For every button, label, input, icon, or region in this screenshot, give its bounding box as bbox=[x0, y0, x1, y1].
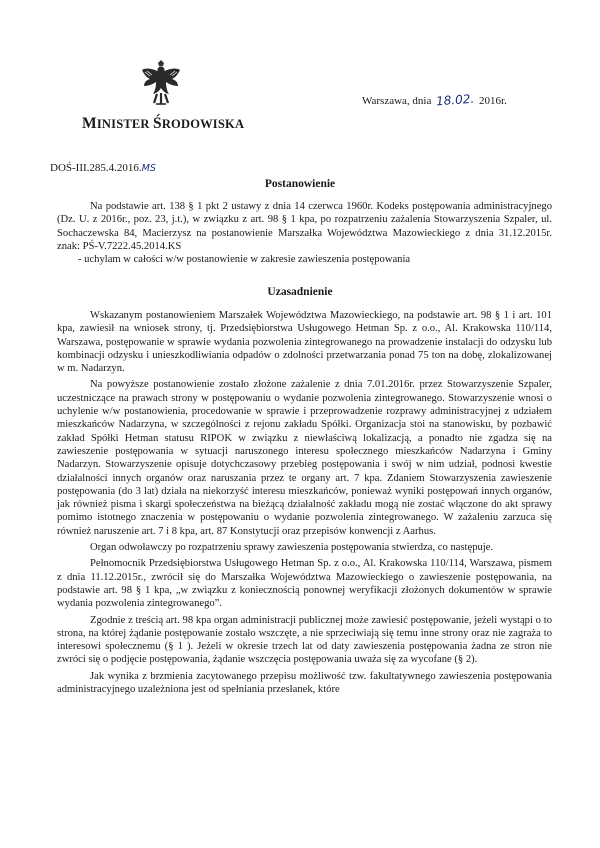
justification-paragraph: Zgodnie z treścią art. 98 kpa organ administracji publicznej może zawiesić postępowanie, jeżeli wystąpi o to strona, na której żądanie postępowanie zostało wszczęte, a nie sprzeciwiają się temu inne strony oraz nie zagraża to interesowi społecznemu (§ 1 ). Jeżeli w okresie trzech lat od daty zawieszenia postępowania żadna ze stron nie zwróci się o podjęcie postępowania, żądanie wszczęcia postępowania uważa się za wycofane (§ 2). bbox=[57, 614, 552, 666]
reference-number: DOŚ-III.285.4.2016.MS bbox=[50, 162, 156, 174]
justification-title: Uzasadnienie bbox=[267, 286, 333, 298]
decision-line: - uchylam w całości w/w postanowienie w zakresie zawieszenia postępowania bbox=[78, 254, 411, 265]
ministry-title: MINISTER ŚRODOWISKA bbox=[82, 115, 245, 132]
handwritten-date: 18.02. bbox=[435, 91, 475, 109]
justification-body bbox=[57, 309, 552, 696]
intro-paragraph: Na podstawie art. 138 § 1 pkt 2 ustawy z dnia 14 czerwca 1960r. Kodeks postępowania administracyjnego (Dz. U. z 2016r., poz. 23, j.t.), w związku z art. 98 § 1 kpa, po rozpatrzeniu zażalenia Stowarzyszenia Szpaler, ul. Sochaczewska 84, Macierzysz na postanowienie Marszałka Województwa Mazowieckiego z dnia 31.12.2015r. znak: PŚ-V.7222.45.2014.KS bbox=[57, 201, 552, 252]
document-date: Warszawa, dnia 18.02. 2016r. bbox=[362, 91, 507, 109]
polish-eagle-emblem-icon bbox=[141, 60, 181, 106]
justification-paragraph: Na powyższe postanowienie zostało złożone zażalenie z dnia 7.01.2016r. przez Stowarzyszenie Szpaler, uczestniczące na prawach strony w postępowaniu o wydanie pozwolenia zintegrowanego. Stowarzyszenie wnosi o uchylenie w/w postanowienia, procedowanie w sprawie i przeprowadzenie rozprawy administracyjnej z udziałem mieszkańców Nadarzyna, w szczególności z rejonu zakładu Spółki. Organizacja stoi na stanowisku, by pozbawić zakład Spółki Hetman statusu RIPOK w związku z niewłaściwą lokalizacją, a ponadto nie zgadza się na zawieszenie postępowania w sytuacji naruszonego interesu społecznego mieszkańców Nadarzyna i Gminy Nadarzyn. Stowarzyszenie opisuje dotychczasowy przebieg postępowania i swój w nim udział, podnosi kwestie działalności innych organów oraz naruszania przez te organy art. 7 kpa. Zdaniem Stowarzyszenia zawieszenie postępowania (do 3 lat) działa na niekorzyść interesu mieszkańców, ponieważ wyniki postępowań innych organów, jak również pisma i skargi społeczeństwa na bieżącą działalność zakładu mogą nie zostać włączone do akt sprawy pomimo istotnego znaczenia w postępowaniu o wydanie pozwolenia zintegrowanego. W zażaleniu zarzuca się również naruszenie art. 7 i 8 kpa, art. 87 Konstytucji oraz przepisów konwencji z Aarhus. bbox=[57, 379, 552, 537]
justification-paragraph: Jak wynika z brzmienia zacytowanego przepisu możliwość tzw. fakultatywnego zawieszenia postępowania administracyjnego uzależniona jest od spełniania przesłanek, które bbox=[57, 670, 552, 696]
justification-paragraph: Wskazanym postanowieniem Marszałek Województwa Mazowieckiego, na podstawie art. 98 § 1 i art. 101 kpa, zawiesił na wniosek strony, tj. Przedsiębiorstwa Usługowego Hetman Sp. z o.o., Al. Krakowska 110/114, Warszawa, postępowanie w sprawie wydania pozwolenia zintegrowanego na prowadzenie instalacji do odzysku lub kombinacji odzysku i unieszkodliwiania odpadów o zdolności przetwarzania ponad 75 ton na dobę, zlokalizowanej w m. Nadarzyn. bbox=[57, 310, 552, 375]
justification-paragraph: Pełnomocnik Przedsiębiorstwa Usługowego Hetman Sp. z o.o., Al. Krakowska 110/114, Warszawa, pismem z dnia 11.12.2015r., zwrócił się do Marszałka Województwa Mazowieckiego o zawieszenie postępowania, na podstawie art. 98 § 1 kpa, „w związku z koniecznością ponownej weryfikacji złożonych dokumentów w sprawie wydania pozwolenia zintegrowanego”. bbox=[57, 558, 552, 610]
justification-paragraph: Organ odwoławczy po rozpatrzeniu sprawy zawieszenia postępowania stwierdza, co następuje. bbox=[90, 542, 494, 554]
document-title: Postanowienie bbox=[264, 178, 336, 190]
handwritten-initials: MS bbox=[141, 163, 156, 174]
